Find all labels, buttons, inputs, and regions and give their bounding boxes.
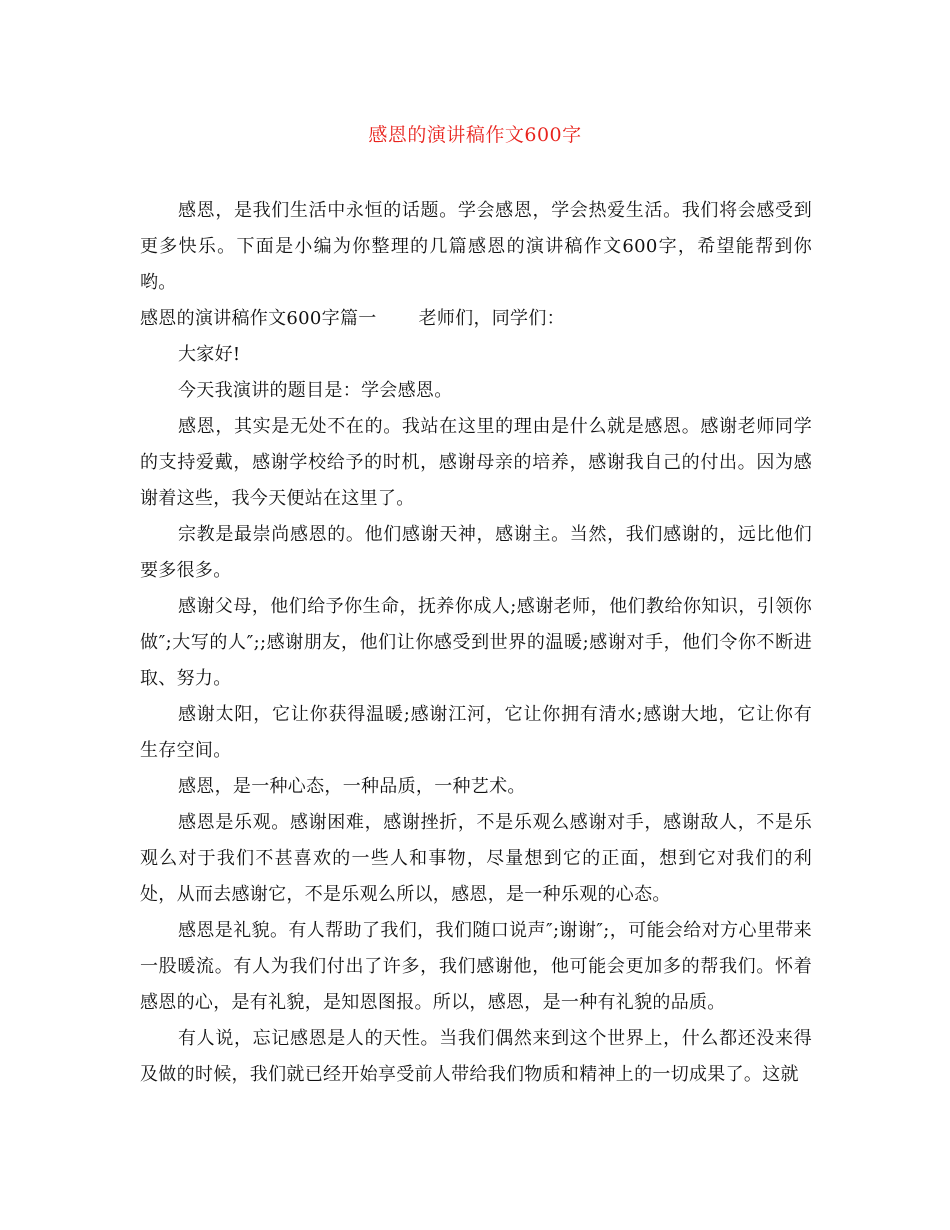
paragraph: 感恩，是一种心态，一种品质，一种艺术。 [178,776,526,797]
paragraph: 感恩是礼貌。有人帮助了我们，我们随口说声″;谢谢″;，可能会给对方心里带来一股暖流。有人为我们付出了许多，我们感谢他，他可能会更加多的帮我们。怀着感恩的心，是有礼貌，是知恩图报。所以，感恩，是一种有礼貌的品质。 [140,920,812,1013]
document-title: 感恩的演讲稿作文600字 [368,124,582,146]
paragraph: 大家好! [178,344,241,365]
salutation: 老师们，同学们： [418,308,565,329]
document-body [140,193,812,1093]
paragraph: 感恩，其实是无处不在的。我站在这里的理由是什么就是感恩。感谢老师同学的支持爱戴，感谢学校给予的时机，感谢母亲的培养，感谢我自己的付出。因为感谢着这些，我今天便站在这里了。 [140,416,812,509]
paragraph: 感恩是乐观。感谢困难，感谢挫折，不是乐观么感谢对手，感谢敌人，不是乐观么对于我们不甚喜欢的一些人和事物，尽量想到它的正面，想到它对我们的利处，从而去感谢它，不是乐观么所以，感恩，是一种乐观的心态。 [140,812,812,905]
paragraph: 有人说，忘记感恩是人的天性。当我们偶然来到这个世界上，什么都还没来得及做的时候，我们就已经开始享受前人带给我们物质和精神上的一切成果了。这就 [140,1028,812,1085]
intro-paragraph: 感恩，是我们生活中永恒的话题。学会感恩，学会热爱生活。我们将会感受到更多快乐。下面是小编为你整理的几篇感恩的演讲稿作文600字，希望能帮到你哟。 [140,200,812,293]
paragraph: 今天我演讲的题目是：学会感恩。 [178,380,453,401]
paragraph: 宗教是最崇尚感恩的。他们感谢天神，感谢主。当然，我们感谢的，远比他们要多很多。 [140,524,812,581]
section-heading-line [140,301,812,337]
section-heading: 感恩的演讲稿作文600字篇一 [140,308,377,329]
paragraph: 感谢太阳，它让你获得温暖;感谢江河，它让你拥有清水;感谢大地，它让你有生存空间。 [140,704,812,761]
paragraph: 感谢父母，他们给予你生命，抚养你成人;感谢老师，他们教给你知识，引领你做″;大写的人″;;感谢朋友，他们让你感受到世界的温暖;感谢对手，他们令你不断进取、努力。 [140,596,812,689]
